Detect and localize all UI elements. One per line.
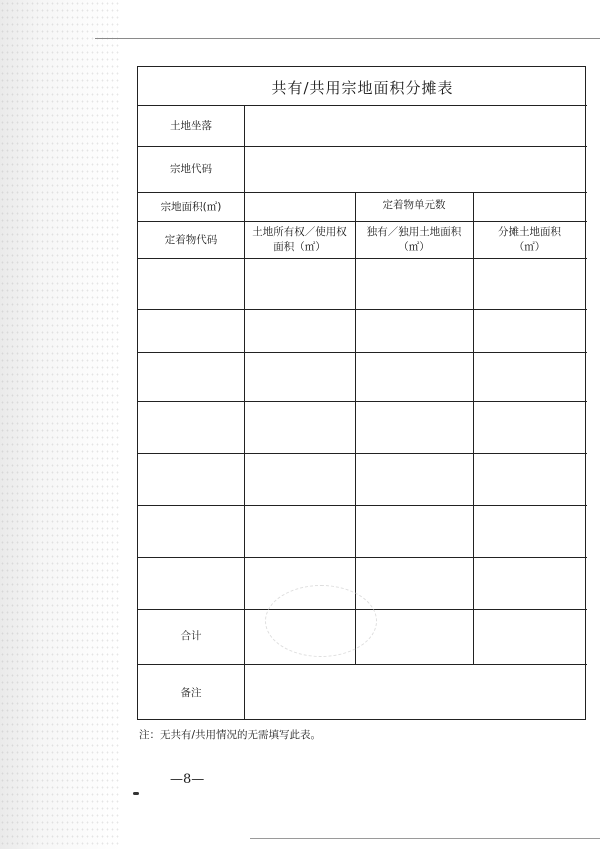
header-fixture-code: 定着物代码 [164, 234, 218, 246]
row-divider [138, 664, 587, 665]
col-divider [473, 192, 474, 664]
label-total: 合计 [180, 630, 202, 642]
label-parcel-code: 宗地代码 [170, 163, 212, 175]
row-divider [138, 557, 587, 558]
scan-noise [0, 0, 120, 849]
footnote: 注：无共有/共用情况的无需填写此表。 [139, 729, 322, 741]
label-parcel-area: 宗地面积(㎡) [160, 201, 222, 213]
row-divider [138, 221, 587, 222]
row-divider [138, 352, 587, 353]
header-exclusive-area-line2: （㎡） [398, 241, 430, 253]
top-scan-line [95, 38, 600, 39]
row-divider [138, 105, 587, 106]
row-divider [138, 192, 587, 193]
header-shared-area-line2: （㎡） [513, 241, 546, 253]
label-unit-count: 定着物单元数 [382, 199, 446, 211]
table-title: 共有/共用宗地面积分摊表 [271, 79, 454, 97]
page-number: —8— [170, 772, 205, 787]
faint-stamp [265, 585, 377, 657]
row-divider [138, 505, 587, 506]
header-ownership-area-line2: 面积（㎡） [273, 241, 326, 253]
header-shared-area-line1: 分摊土地面积 [498, 226, 561, 238]
col-divider [244, 105, 245, 720]
label-land-location: 土地坐落 [170, 120, 212, 132]
row-divider [138, 258, 587, 259]
ink-mark [133, 792, 139, 795]
row-divider [138, 309, 587, 310]
row-divider [138, 453, 587, 454]
header-exclusive-area-line1: 独有／独用土地面积 [366, 226, 462, 238]
bottom-scan-line [250, 838, 600, 839]
row-divider [138, 401, 587, 402]
header-ownership-area-line1: 土地所有权／使用权 [252, 226, 347, 238]
row-divider [138, 146, 587, 147]
label-remarks: 备注 [180, 687, 202, 699]
